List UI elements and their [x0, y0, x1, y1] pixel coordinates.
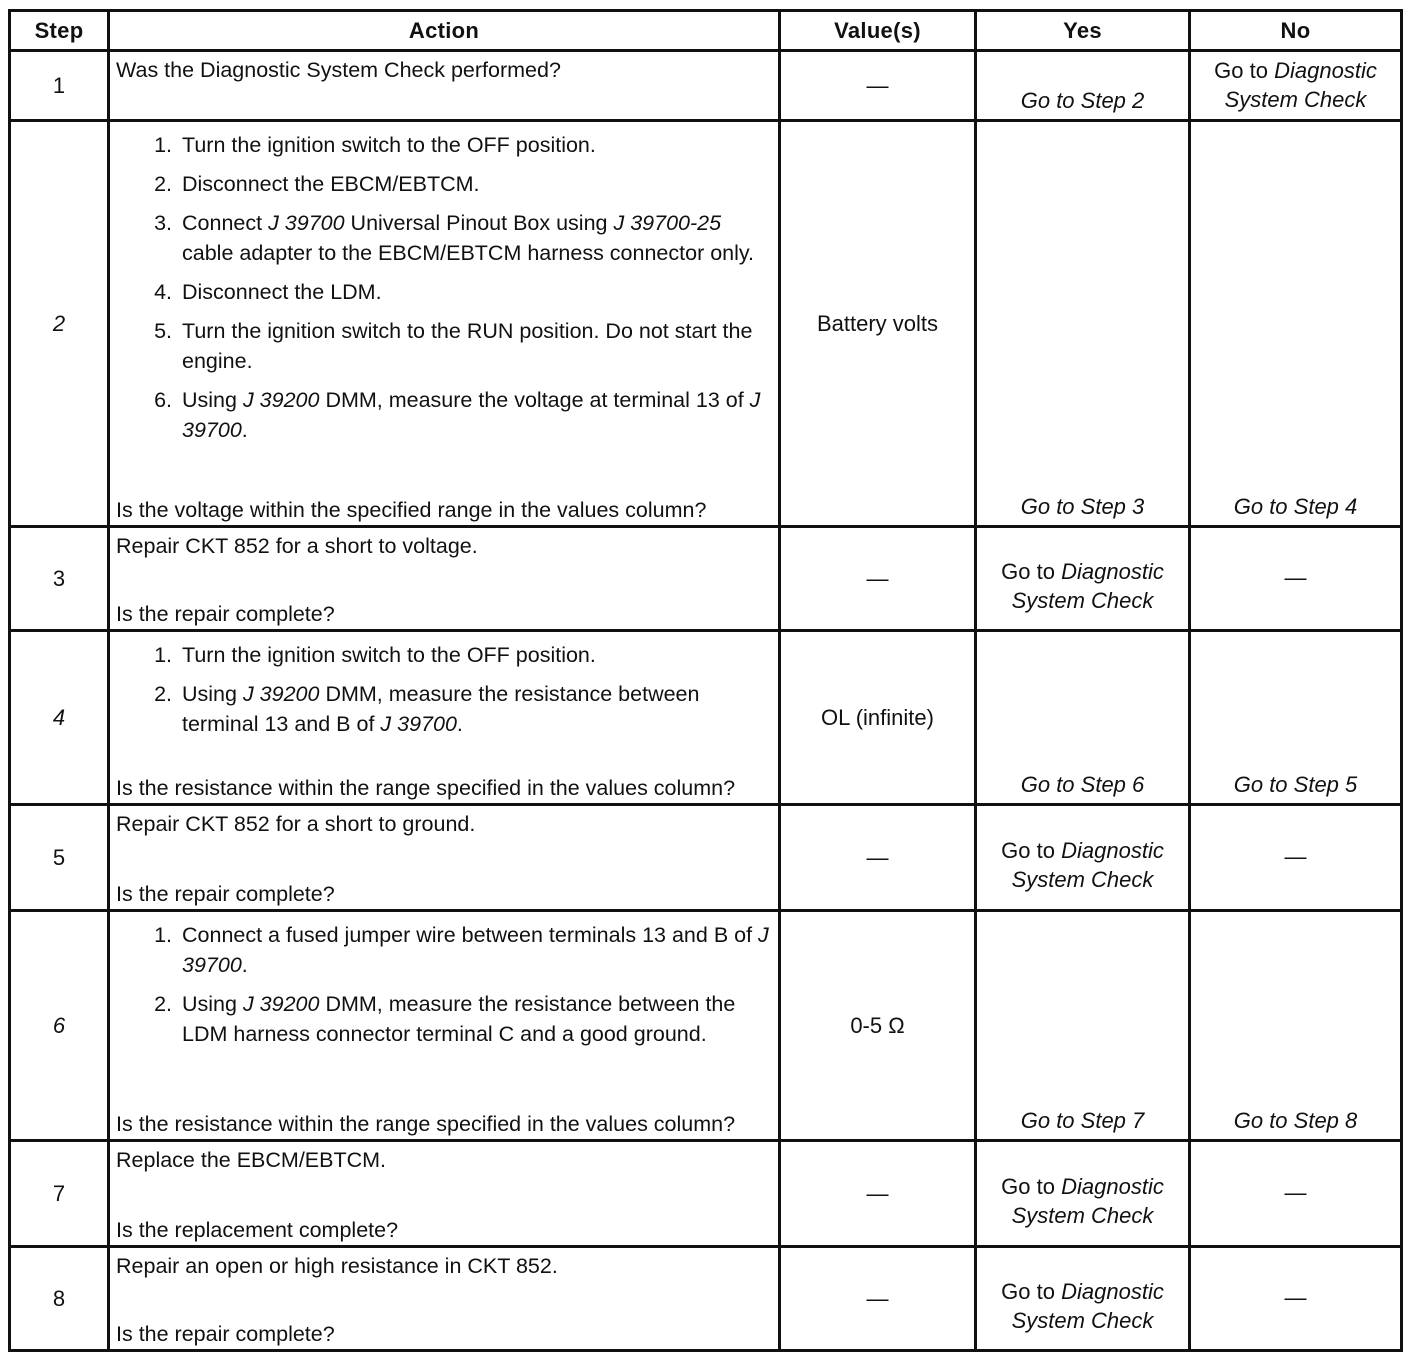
header-step: Step: [10, 11, 109, 51]
header-no: No: [1190, 11, 1402, 51]
no-cell: [1190, 51, 1402, 121]
step-number: 5: [10, 805, 109, 911]
value-cell: —: [780, 527, 976, 631]
no-link: Diagnostic System Check: [1224, 57, 1377, 112]
action-steps-list: [116, 640, 770, 748]
list-item: [178, 679, 770, 739]
step-number: 2: [10, 121, 109, 527]
table-row-step-4: [10, 631, 1402, 805]
step-number: 3: [10, 527, 109, 631]
action-text: Repair an open or high resistance in CKT 852.: [116, 1254, 558, 1278]
action-cell: [109, 631, 780, 805]
value-cell: Battery volts: [780, 121, 976, 527]
action-question: Is the repair complete?: [116, 882, 335, 906]
yes-cell: Go to Step 3: [976, 121, 1190, 527]
value-cell: [780, 51, 976, 121]
action-question: Is the voltage within the specified range in the values column?: [116, 498, 707, 522]
list-item: 2. Disconnect the EBCM/EBTCM.: [178, 169, 770, 199]
yes-cell: [976, 527, 1190, 631]
no-cell: —: [1190, 527, 1402, 631]
list-item-text: .: [456, 712, 463, 736]
list-item-text: .: [241, 418, 248, 442]
step-number: 6: [10, 911, 109, 1141]
step-number: 7: [10, 1141, 109, 1247]
list-item: 4. Disconnect the LDM.: [178, 277, 770, 307]
tool-name: J 39700: [182, 923, 769, 977]
yes-prefix: Go to: [1001, 837, 1055, 863]
list-item: [178, 920, 770, 980]
list-item-text: Connect: [182, 211, 269, 235]
action-cell: [109, 527, 780, 631]
value-cell: OL (infinite): [780, 631, 976, 805]
action-steps-list: [116, 130, 770, 454]
table-row-step-2: [10, 121, 1402, 527]
header-action: Action: [109, 11, 780, 51]
yes-cell: Go to Step 6: [976, 631, 1190, 805]
list-item: [178, 385, 770, 445]
tool-name: J 39700: [182, 388, 761, 442]
yes-cell: [976, 1141, 1190, 1247]
action-question: Is the repair complete?: [116, 1322, 335, 1346]
no-cell: —: [1190, 805, 1402, 911]
tool-name: J 39200: [242, 992, 320, 1016]
step-number: 4: [10, 631, 109, 805]
yes-link: Diagnostic System Check: [1011, 1173, 1164, 1228]
action-cell: [109, 911, 780, 1141]
table-row-step-8: [10, 1247, 1402, 1351]
tool-name: J 39700-25: [613, 211, 722, 235]
value-cell: —: [780, 805, 976, 911]
list-item-text: DMM, measure the resistance between terminal 13 and B of: [182, 682, 700, 736]
action-question: Is the repair complete?: [116, 602, 335, 626]
diagnostic-table: [8, 9, 1403, 1352]
table-row-step-6: [10, 911, 1402, 1141]
step-number: 8: [10, 1247, 109, 1351]
step-number: 1: [10, 51, 109, 121]
tool-name: J 39200: [242, 682, 320, 706]
list-item-text: Using: [182, 682, 243, 706]
action-question: Is the resistance within the range specified in the values column?: [116, 1112, 736, 1136]
list-item-text: DMM, measure the voltage at terminal 13 of: [319, 388, 750, 412]
list-item: [178, 989, 770, 1049]
value-text: —: [866, 72, 889, 98]
tool-name: J 39700: [380, 712, 457, 736]
value-cell: —: [780, 1247, 976, 1351]
action-steps-list: [116, 920, 770, 1058]
yes-prefix: Go to: [1001, 558, 1055, 584]
yes-cell: Go to Step 7: [976, 911, 1190, 1141]
action-question: Is the replacement complete?: [116, 1218, 399, 1242]
action-question: Is the resistance within the range specified in the values column?: [116, 776, 736, 800]
list-item: [178, 208, 770, 268]
action-cell: [109, 1247, 780, 1351]
table-row-step-1: [10, 51, 1402, 121]
action-text: Repair CKT 852 for a short to voltage.: [116, 534, 478, 558]
no-cell: Go to Step 4: [1190, 121, 1402, 527]
action-text: Replace the EBCM/EBTCM.: [116, 1148, 387, 1172]
list-item-text: DMM, measure the resistance between the LDM harness connector terminal C and a good ground.: [182, 992, 736, 1046]
table-row-step-3: [10, 527, 1402, 631]
tool-name: J 39200: [242, 388, 320, 412]
yes-prefix: Go to: [1001, 1173, 1055, 1199]
header-values: Value(s): [780, 11, 976, 51]
list-item: 1. Turn the ignition switch to the OFF position.: [178, 130, 770, 160]
table-row-step-5: [10, 805, 1402, 911]
yes-link: Diagnostic System Check: [1011, 837, 1164, 892]
yes-cell: [976, 1247, 1190, 1351]
list-item-text: .: [241, 953, 248, 977]
header-row: [10, 11, 1402, 51]
no-cell: Go to Step 5: [1190, 631, 1402, 805]
list-item-text: Using: [182, 388, 243, 412]
yes-link: Diagnostic System Check: [1011, 1278, 1164, 1333]
yes-prefix: Go to: [1001, 1278, 1055, 1304]
action-cell: [109, 805, 780, 911]
list-item: 5. Turn the ignition switch to the RUN position. Do not start the engine.: [178, 316, 770, 376]
action-text: Repair CKT 852 for a short to ground.: [116, 812, 476, 836]
list-item-text: Universal Pinout Box using: [344, 211, 614, 235]
list-item-text: Using: [182, 992, 243, 1016]
value-cell: —: [780, 1141, 976, 1247]
no-cell: —: [1190, 1247, 1402, 1351]
list-item-text: cable adapter to the EBCM/EBTCM harness connector only.: [182, 241, 755, 265]
table-row-step-7: [10, 1141, 1402, 1247]
yes-cell: [976, 805, 1190, 911]
yes-link: Diagnostic System Check: [1011, 558, 1164, 613]
list-item-text: Connect a fused jumper wire between terminals 13 and B of: [182, 923, 759, 947]
action-text: Was the Diagnostic System Check performed?: [116, 58, 561, 82]
action-cell: [109, 1141, 780, 1247]
list-item: 1. Turn the ignition switch to the OFF position.: [178, 640, 770, 670]
no-cell: —: [1190, 1141, 1402, 1247]
yes-cell: Go to Step 2: [976, 51, 1190, 121]
header-yes: Yes: [976, 11, 1190, 51]
value-cell: 0-5 Ω: [780, 911, 976, 1141]
tool-name: J 39700: [268, 211, 345, 235]
action-cell: [109, 121, 780, 527]
no-prefix: Go to: [1214, 57, 1268, 83]
action-cell: [109, 51, 780, 121]
no-cell: Go to Step 8: [1190, 911, 1402, 1141]
